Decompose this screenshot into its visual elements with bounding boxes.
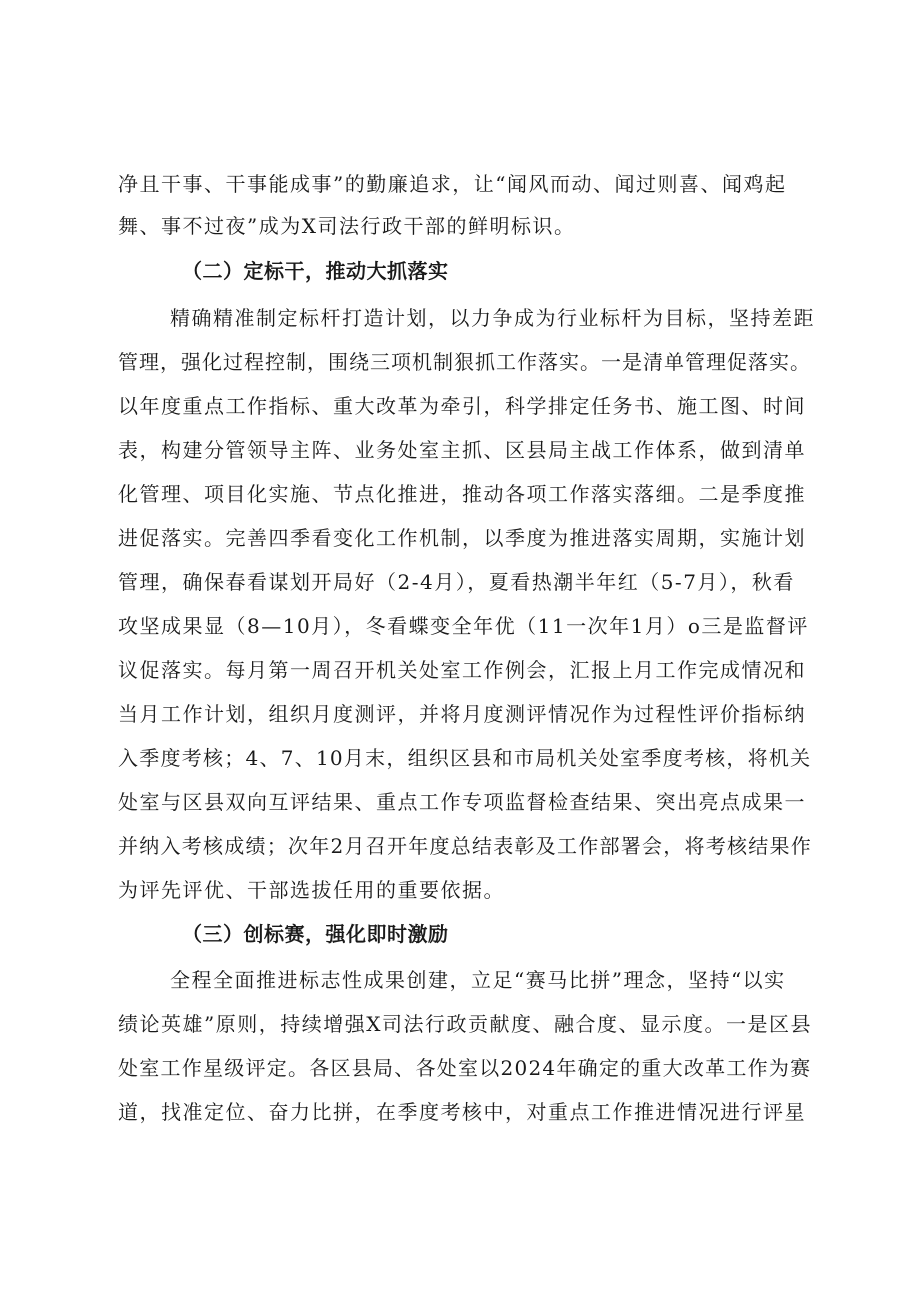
- text-line: 攻坚成果显（8—10月），冬看蝶变全年优（11一次年1月）o三是监督评: [118, 614, 809, 638]
- text-line: 精确精准制定标杆打造计划，以力争成为行业标杆为目标，坚持差距: [170, 306, 815, 330]
- text-line: 绩论英雄”原则，持续增强X司法行政贡献度、融合度、显示度。一是区县: [118, 1012, 812, 1036]
- text-line: 入季度考核；4、7、10月末，组织区县和市局机关处室季度考核，将机关: [118, 746, 812, 770]
- text-line: 净且干事、干事能成事”的勤廉追求，让“闻风而动、闻过则喜、闻鸡起: [118, 172, 787, 196]
- text-line: 并纳入考核成绩；次年2月召开年度总结表彰及工作部署会，将考核结果作: [118, 834, 812, 858]
- text-line: 议促落实。每月第一周召开机关处室工作例会，汇报上月工作完成情况和: [118, 658, 806, 682]
- text-line: 处室工作星级评定。各区县局、各处室以2024年确定的重大改革工作为赛: [118, 1056, 812, 1080]
- section-heading: （二）定标干，推动大抓落实: [182, 259, 449, 283]
- section-heading: （三）创标赛，强化即时激励: [182, 922, 449, 946]
- text-line: 当月工作计划，组织月度测评，并将月度测评情况作为过程性评价指标纳: [118, 702, 806, 726]
- text-line: 管理，确保春看谋划开局好（2-4月），夏看热潮半年红（5-7月），秋看: [118, 570, 795, 594]
- text-line: 以年度重点工作指标、重大改革为牵引，科学排定任务书、施工图、时间: [118, 394, 806, 418]
- text-line: 为评先评优、干部选拔任用的重要依据。: [118, 878, 505, 902]
- text-line: 表，构建分管领导主阵、业务处室主抓、区县局主战工作体系，做到清单: [118, 438, 806, 462]
- text-line: 管理，强化过程控制，围绕三项机制狠抓工作落实。一是清单管理促落实。: [118, 350, 811, 374]
- text-line: 化管理、项目化实施、节点化推进，推动各项工作落实落细。二是季度推: [118, 482, 806, 506]
- text-line: 道，找准定位、奋力比拼，在季度考核中，对重点工作推进情况进行评星: [118, 1100, 806, 1124]
- text-line: 处室与区县双向互评结果、重点工作专项监督检查结果、突出亮点成果一: [118, 790, 806, 814]
- text-line: 全程全面推进标志性成果创建，立足“赛马比拼”理念，坚持“以实: [170, 968, 786, 992]
- text-line: 进促落实。完善四季看变化工作机制，以季度为推进落实周期，实施计划: [118, 526, 806, 550]
- text-line: 舞、事不过夜”成为X司法行政干部的鲜明标识。: [118, 214, 576, 238]
